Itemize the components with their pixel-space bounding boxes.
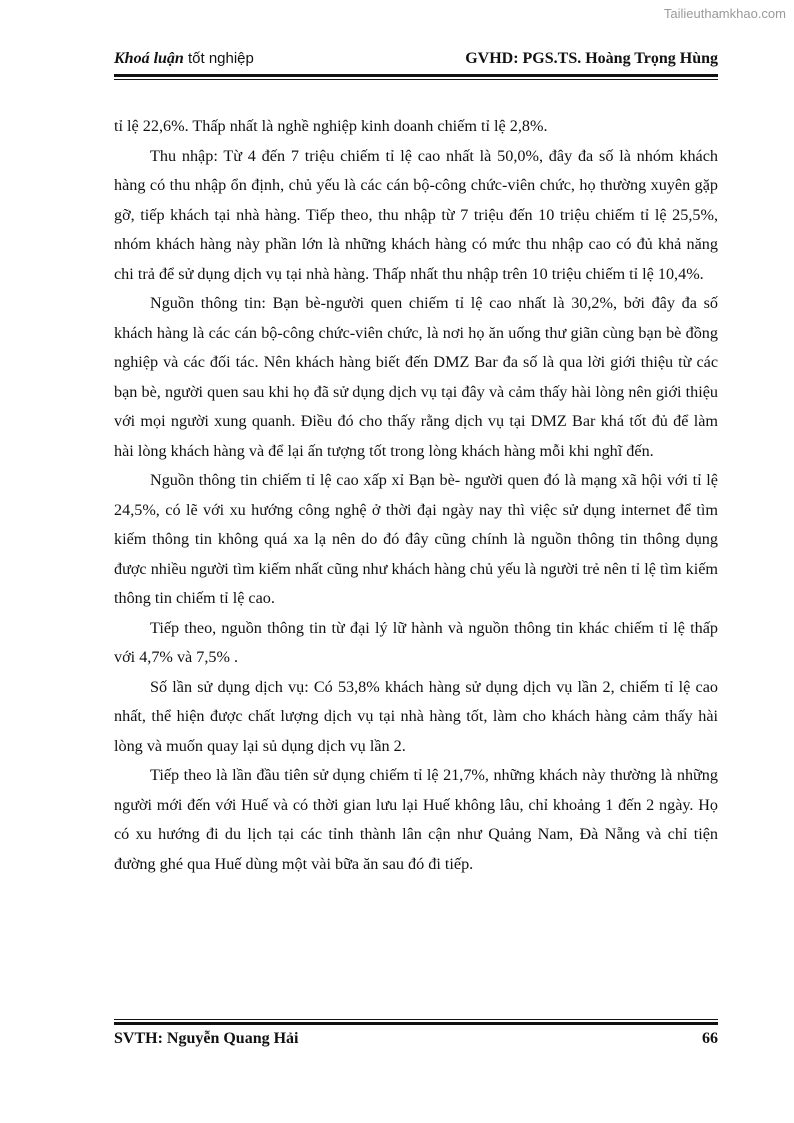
footer-student: SVTH: Nguyễn Quang Hải [114,1030,299,1047]
watermark-text: Tailieuthamkhao.com [663,6,786,21]
header-rule-thick [114,74,718,77]
header-rule-thin [114,79,718,80]
paragraph: Thu nhập: Từ 4 đến 7 triệu chiếm tỉ lệ cao nhất là 50,0%, đây đa số là nhóm khách hàng có thu nhập ổn định, chủ yếu là các cán bộ-công chức-viên chức, họ thường xuyên gặp gỡ, tiếp khách tại nhà hàng. Tiếp theo, thu nhập từ 7 triệu đến 10 triệu chiếm tỉ lệ 25,5%, nhóm khách hàng này phần lớn là những khách hàng có mức thu nhập cao có đủ khả năng chi trả để sử dụng dịch vụ tại nhà hàng. Thấp nhất thu nhập trên 10 triệu chiếm tỉ lệ 10,4%. [114,146,718,283]
paragraph: Tiếp theo là lần đầu tiên sử dụng chiếm tỉ lệ 21,7%, những khách này thường là những người mới đến với Huế và có thời gian lưu lại Huế không lâu, chỉ khoảng 1 đến 2 ngày. Họ có xu hướng đi du lịch tại các tỉnh thành lân cận như Quảng Nam, Đà Nẵng và chỉ tiện đường ghé qua Huế dùng một vài bữa ăn sau đó đi tiếp. [114,766,718,873]
paragraph: Tiếp theo, nguồn thông tin từ đại lý lữ hành và nguồn thông tin khác chiếm tỉ lệ thấp với 4,7% và 7,5% . [114,618,718,666]
header-thesis-italic: Khoá luận [114,50,184,67]
footer-rule-thin [114,1019,718,1020]
paragraph: tỉ lệ 22,6%. Thấp nhất là nghề nghiệp kinh doanh chiếm tỉ lệ 2,8%. [114,117,548,135]
page-number: 66 [702,1030,718,1047]
paragraph: Nguồn thông tin: Bạn bè-người quen chiếm tỉ lệ cao nhất là 30,2%, bởi đây đa số khách hàng là các cán bộ-công chức-viên chức, là nơi họ ăn uống thư giãn cùng bạn bè đồng nghiệp và các đối tác. Nên khách hàng biết đến DMZ Bar đa số là qua lời giới thiệu từ các bạn bè, người quen sau khi họ đã sử dụng dịch vụ tại đây và cảm thấy hài lòng nên giới thiệu với mọi người xung quanh. Điều đó cho thấy rằng dịch vụ tại DMZ Bar khá tốt đủ để làm hài lòng khách hàng và để lại ấn tượng tốt trong lòng khách hàng mỗi khi nghĩ đến. [114,294,718,460]
paragraph: Nguồn thông tin chiếm tỉ lệ cao xấp xỉ Bạn bè- người quen đó là mạng xã hội với tỉ lệ 24,5%, có lẽ với xu hướng công nghệ ở thời đại ngày nay thì việc sử dụng internet để tìm kiếm thông tin không quá xa lạ nên do đó đây cũng chính là nguồn thông tin thông dụng được nhiều người tìm kiếm nhất cũng như khách hàng chủ yếu là người trẻ nên tỉ lệ tìm kiếm thông tin chiếm tỉ lệ cao. [114,471,718,607]
body-text [114,112,718,879]
page-footer [114,1030,718,1048]
header-thesis-label [114,50,254,68]
header-thesis-plain: tốt nghiệp [183,50,254,67]
page-header [114,50,718,68]
paragraph: Số lần sử dụng dịch vụ: Có 53,8% khách hàng sử dụng dịch vụ lần 2, chiếm tỉ lệ cao nhất, thể hiện được chất lượng dịch vụ tại nhà hàng tốt, làm cho khách hàng cảm thấy hài lòng và muốn quay lại sủ dụng dịch vụ lần 2. [114,677,718,755]
footer-rule-thick [114,1022,718,1025]
header-supervisor: GVHD: PGS.TS. Hoàng Trọng Hùng [465,50,718,67]
